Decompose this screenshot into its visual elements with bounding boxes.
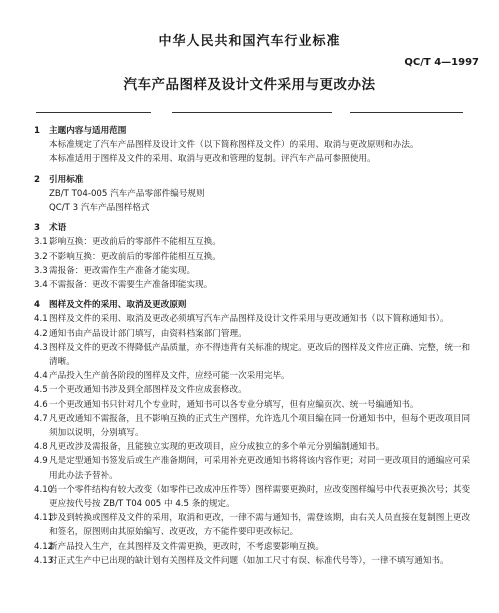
document-title: 汽车产品图样及设计文件采用与更改办法 xyxy=(123,77,376,93)
item-number: 4.5 xyxy=(34,385,48,396)
rule-item xyxy=(0,540,499,554)
section-number: 1 xyxy=(34,126,40,136)
rule-item xyxy=(0,383,499,397)
document-body xyxy=(0,118,499,568)
section-number: 3 xyxy=(34,223,40,234)
title-rule-right xyxy=(350,112,463,113)
rule-item xyxy=(0,511,499,539)
section-heading xyxy=(0,173,499,187)
section-title: 术语 xyxy=(49,223,67,234)
rule-item xyxy=(0,369,499,383)
item-number: 4.12 xyxy=(34,541,54,552)
item-text: 需报备：更改需作生产准备才能实现。 xyxy=(49,265,196,276)
item-number: 4.2 xyxy=(34,328,48,339)
item-text: 不影响互换：更改前后的零部件能相互互换。 xyxy=(49,251,221,262)
definition-item xyxy=(0,264,499,278)
title-rule-left xyxy=(36,112,151,113)
standard-organization: 中华人民共和国汽车行业标准 xyxy=(158,34,341,49)
item-text: 影响互换：更改前后的零部件不能相互互换。 xyxy=(49,237,221,248)
item-number: 3.2 xyxy=(34,251,48,262)
item-number: 4.6 xyxy=(34,399,48,410)
item-number: 4.1 xyxy=(34,314,48,325)
rule-item xyxy=(0,341,499,369)
item-text: 图样及文件的采用、取消及更改必须填写汽车产品图样及设计文件采用与更改通知书（以下简称通知书）。 xyxy=(49,314,449,325)
rule-item xyxy=(0,440,499,454)
paragraph: 本标准适用于图样及文件的采用、取消与更改和管理的复制。评汽车产品可参照使用。 xyxy=(49,154,376,165)
reference-item: ZB/T T04-005 汽车产品零部件编号规则 xyxy=(49,188,205,199)
section-title: 引用标准 xyxy=(49,174,84,185)
item-number: 4.11 xyxy=(34,513,54,524)
item-text: 图样及文件的更改不得降低产品质量，亦不得违背有关标准的规定。更改后的图样及文件应正确、完整，统一和清晰。 xyxy=(49,342,471,368)
item-number: 3.4 xyxy=(34,280,48,291)
item-number: 4.3 xyxy=(34,342,48,353)
item-text: 凡更改涉及需报备，且能独立实现的更改项目，应分成独立的多个单元分别编制通知书。 xyxy=(49,442,385,453)
section-heading xyxy=(0,298,499,312)
section-number: 2 xyxy=(34,174,40,185)
rule-item xyxy=(0,327,499,341)
item-number: 3.1 xyxy=(34,237,48,248)
section-heading xyxy=(0,221,499,235)
item-text: 涉及到转换或图样及文件的采用，取消和更改，一律不需与通知书，需登该期，由右关人员直接在复制图上更改和签名，原图则由其原始编写、改更改，方不能件要印更改标记。 xyxy=(49,513,471,538)
rule-item xyxy=(0,554,499,568)
title-rule-middle xyxy=(172,112,332,113)
section-title: 图样及文件的采用、取消及更改原则 xyxy=(49,300,187,311)
item-text: 不需报备：更改不需要生产准备即能实现。 xyxy=(49,280,213,291)
item-text: 凡是定型通知书签发后或生产准备期间，可采用补充更改通知书将将该内容作更；对同一更改项目的通编应可采用此办法予替补。 xyxy=(49,456,471,481)
item-number: 3.3 xyxy=(34,265,48,276)
paragraph: 本标准规定了汽车产品图样及设计文件（以下简称图样及文件）的采用、取消与更改原则和办法。 xyxy=(49,140,419,151)
rule-item xyxy=(0,454,499,482)
definition-item xyxy=(0,278,499,292)
item-text: 当一个零件结构有较大改变（如零件已改成冲压件等）图样需要更换时，应改变图样编号中代表更换次号；其变更应按代号按 ZB/T T04 005 中 4.5 条的规定。 xyxy=(49,484,471,510)
item-text: 对正式生产中已出现的缺计划有关图样及文件问题（如加工尺寸有误、标准代号等），一律不填写通知书。 xyxy=(49,555,449,566)
item-text: 新产品投入生产，在其图样及文件需更换，更改时，不考虑要影响互换。 xyxy=(49,541,325,552)
rule-item xyxy=(0,312,499,326)
rule-item xyxy=(0,483,499,511)
item-number: 4.7 xyxy=(34,413,48,424)
item-number: 4.10 xyxy=(34,484,54,495)
item-text: 凡更改通知不需报备，且不影响互换的正式生产图样，允许选几个项目编在同一份通知书中，但每个更改项目同须加以说明，分别填写。 xyxy=(49,413,471,439)
section-title: 主题内容与适用范围 xyxy=(49,126,127,136)
rule-item xyxy=(0,412,499,440)
rule-item xyxy=(0,398,499,412)
item-text: 一个更改通知书涉及到全部图样及文件应成套修改。 xyxy=(49,385,247,396)
definition-item xyxy=(0,250,499,264)
section-heading xyxy=(0,124,499,138)
item-text: 产品投入生产前各阶段的图样及文件，应经可能一次采用完毕。 xyxy=(49,371,290,382)
item-number: 4.4 xyxy=(34,371,48,382)
standard-code: QC/T 4—1997 xyxy=(404,57,479,68)
section-number: 4 xyxy=(34,300,40,311)
definition-item xyxy=(0,235,499,249)
item-number: 4.8 xyxy=(34,442,48,453)
item-text: 一个更改通知书只针对几个专业时，通知书可以各专业分填写，但有应编页次、统一号编通知书。 xyxy=(49,399,419,410)
reference-item: QC/T 3 汽车产品图样格式 xyxy=(49,203,150,214)
item-number: 4.9 xyxy=(34,456,48,467)
item-number: 4.13 xyxy=(34,555,54,566)
item-text: 通知书由产品设计部门填写，由资料档案部门管理。 xyxy=(49,328,247,339)
